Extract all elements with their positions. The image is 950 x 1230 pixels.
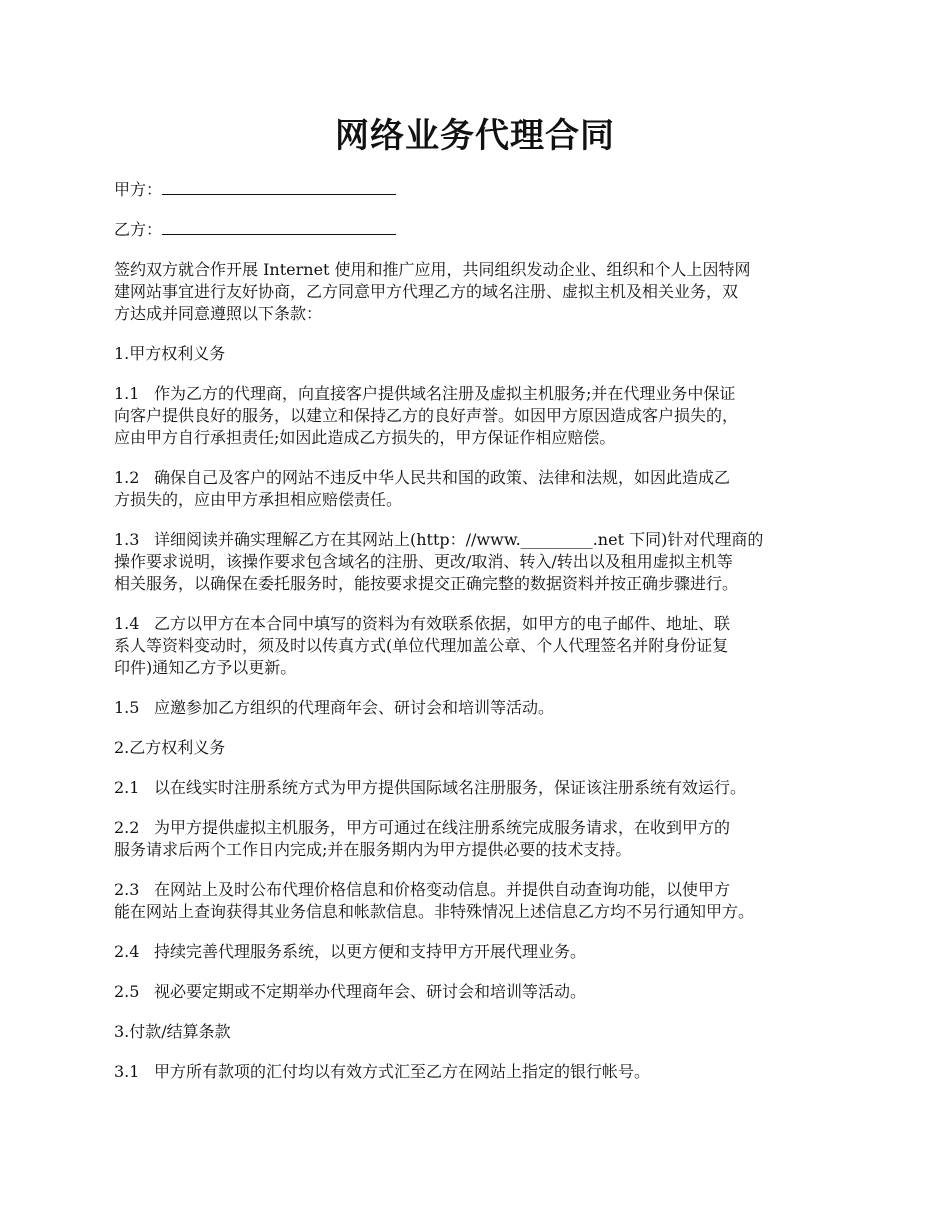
document-body <box>114 179 856 1101</box>
clause-number: 1.2 <box>114 468 140 487</box>
clause-line <box>114 529 856 551</box>
clause-line: 服务请求后两个工作日内完成;并在服务期内为甲方提供必要的技术支持。 <box>114 840 632 859</box>
clause-number: 2.4 <box>114 942 140 961</box>
clause-line <box>114 817 856 839</box>
intro-paragraph <box>114 259 856 325</box>
clause-2-4 <box>114 941 856 963</box>
clause-2-1 <box>114 777 856 799</box>
clause-line <box>114 383 856 405</box>
clause-text: 为甲方提供虚拟主机服务，甲方可通过在线注册系统完成服务请求，在收到甲方的 <box>154 818 731 837</box>
clause-text: 详细阅读并确实理解乙方在其网站上(http：//www._________.net 下同)针对代理商的 <box>154 530 764 549</box>
clause-number: 1.5 <box>114 698 140 717</box>
clause-line: 印件)通知乙方予以更新。 <box>114 658 297 677</box>
intro-line: 建网站事宜进行友好协商，乙方同意甲方代理乙方的域名注册、虚拟主机及相关业务，双 <box>114 282 739 301</box>
intro-line: 方达成并同意遵照以下条款： <box>114 304 323 323</box>
intro-line: 签约双方就合作开展 Internet 使用和推广应用，共同组织发动企业、组织和个人上因特网 <box>114 260 751 279</box>
clause-2-2 <box>114 817 856 861</box>
section-1-heading: 1.甲方权利义务 <box>114 344 226 363</box>
clause-number: 1.3 <box>114 530 140 549</box>
section-3-heading: 3.付款/结算条款 <box>114 1022 231 1041</box>
clause-text: 确保自己及客户的网站不违反中华人民共和国的政策、法律和法规，如因此造成乙 <box>154 468 731 487</box>
clause-line: 向客户提供良好的服务，以建立和保持乙方的良好声誉。如因甲方原因造成客户损失的， <box>114 406 739 425</box>
clause-line: 相关服务，以确保在委托服务时，能按要求提交正确完整的数据资料并按正确步骤进行。 <box>114 574 739 593</box>
clause-text: 乙方以甲方在本合同中填写的资料为有效联系依据，如甲方的电子邮件、地址、联 <box>154 614 731 633</box>
party-a-label: 甲方： <box>114 180 163 199</box>
clause-line: 系人等资料变动时，须及时以传真方式(单位代理加盖公章、个人代理签名并附身份证复 <box>114 636 729 655</box>
clause-number: 2.2 <box>114 818 140 837</box>
clause-line: 能在网站上查询获得其业务信息和帐款信息。非特殊情况上述信息乙方均不另行通知甲方。 <box>114 902 755 921</box>
clause-2-3 <box>114 879 856 923</box>
party-b-line <box>114 219 856 241</box>
party-a-line <box>114 179 856 201</box>
clause-line: 方损失的，应由甲方承担相应赔偿责任。 <box>114 490 403 509</box>
clause-1-2 <box>114 467 856 511</box>
clause-number: 2.5 <box>114 982 140 1001</box>
clause-number: 1.4 <box>114 614 140 633</box>
clause-number: 2.1 <box>114 778 140 797</box>
clause-text: 作为乙方的代理商，向直接客户提供域名注册及虚拟主机服务;并在代理业务中保证 <box>154 384 736 403</box>
clause-number: 1.1 <box>114 384 140 403</box>
clause-line <box>114 879 856 901</box>
party-a-blank <box>162 180 396 195</box>
clause-line: 操作要求说明，该操作要求包含域名的注册、更改/取消、转入/转出以及租用虚拟主机等 <box>114 552 733 571</box>
clause-1-5 <box>114 697 856 719</box>
clause-text: 应邀参加乙方组织的代理商年会、研讨会和培训等活动。 <box>154 698 555 717</box>
clause-3-1 <box>114 1061 856 1083</box>
clause-1-4 <box>114 613 856 679</box>
party-b-label: 乙方： <box>114 220 163 239</box>
clause-number: 3.1 <box>114 1062 140 1081</box>
clause-text: 以在线实时注册系统方式为甲方提供国际域名注册服务，保证该注册系统有效运行。 <box>154 778 747 797</box>
clause-number: 2.3 <box>114 880 140 899</box>
clause-text: 视必要定期或不定期举办代理商年会、研讨会和培训等活动。 <box>154 982 587 1001</box>
clause-text: 持续完善代理服务系统，以更方便和支持甲方开展代理业务。 <box>154 942 587 961</box>
section-2-heading: 2.乙方权利义务 <box>114 738 226 757</box>
clause-line: 应由甲方自行承担责任;如因此造成乙方损失的，甲方保证作相应赔偿。 <box>114 428 616 447</box>
clause-line <box>114 613 856 635</box>
document-title: 网络业务代理合同 <box>335 116 615 156</box>
clause-1-3 <box>114 529 856 595</box>
clause-1-1 <box>114 383 856 449</box>
party-b-blank <box>162 220 396 235</box>
clause-line <box>114 467 856 489</box>
clause-2-5 <box>114 981 856 1003</box>
clause-text: 在网站上及时公布代理价格信息和价格变动信息。并提供自动查询功能，以使甲方 <box>154 880 731 899</box>
clause-text: 甲方所有款项的汇付均以有效方式汇至乙方在网站上指定的银行帐号。 <box>154 1062 651 1081</box>
